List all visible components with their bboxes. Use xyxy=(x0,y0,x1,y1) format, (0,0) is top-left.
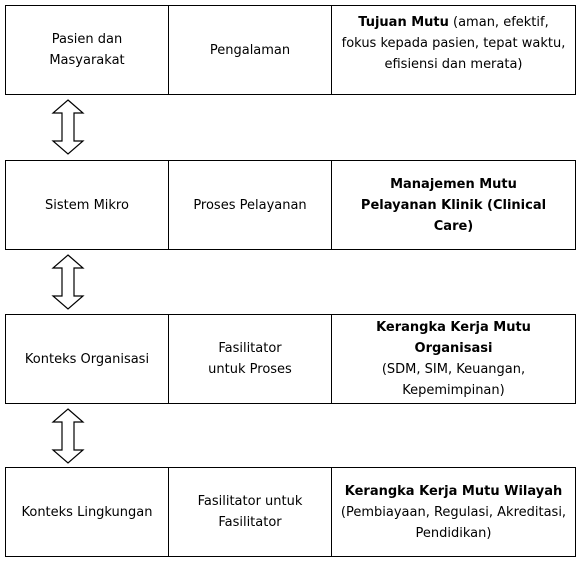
row-pasien xyxy=(5,5,576,95)
double-vertical-arrow-icon xyxy=(51,99,85,155)
goal-cell xyxy=(332,315,575,403)
focus-label: Pengalaman xyxy=(209,42,291,58)
focus-label: Fasilitator untuk Fasilitator xyxy=(197,494,303,530)
row-konteks-lingkungan xyxy=(5,467,576,557)
double-vertical-arrow-icon xyxy=(51,408,85,464)
level-cell xyxy=(6,6,169,94)
level-label: Konteks Organisasi xyxy=(24,351,150,367)
goal-title: Manajemen Mutu Pelayanan Klinik (Clinical Care) xyxy=(360,176,547,234)
level-cell xyxy=(6,315,169,403)
goal-title: Kerangka Kerja Mutu Wilayah xyxy=(344,483,563,499)
focus-cell xyxy=(169,468,332,556)
level-cell xyxy=(6,468,169,556)
goal-detail: (aman, efektif, fokus kepada pasien, tepat waktu, efisiensi dan merata) xyxy=(341,15,566,72)
focus-cell xyxy=(169,161,332,249)
goal-cell xyxy=(332,161,575,249)
focus-label: Proses Pelayanan xyxy=(193,197,307,213)
goal-cell xyxy=(332,468,575,556)
level-cell xyxy=(6,161,169,249)
focus-cell xyxy=(169,315,332,403)
goal-title: Tujuan Mutu xyxy=(358,15,449,30)
focus-label: Fasilitator untuk Proses xyxy=(208,341,292,377)
level-label: Pasien dan Masyarakat xyxy=(49,32,125,68)
goal-detail: (Pembiayaan, Regulasi, Akreditasi, Pendidikan) xyxy=(340,504,567,541)
goal-cell xyxy=(332,6,575,94)
double-vertical-arrow-icon xyxy=(51,254,85,310)
goal-detail: (SDM, SIM, Keuangan, Kepemimpinan) xyxy=(381,362,526,398)
row-konteks-organisasi xyxy=(5,314,576,404)
row-sistem-mikro xyxy=(5,160,576,250)
focus-cell xyxy=(169,6,332,94)
level-label: Konteks Lingkungan xyxy=(21,504,153,520)
goal-title: Kerangka Kerja Mutu Organisasi xyxy=(376,320,531,356)
level-label: Sistem Mikro xyxy=(45,197,129,213)
